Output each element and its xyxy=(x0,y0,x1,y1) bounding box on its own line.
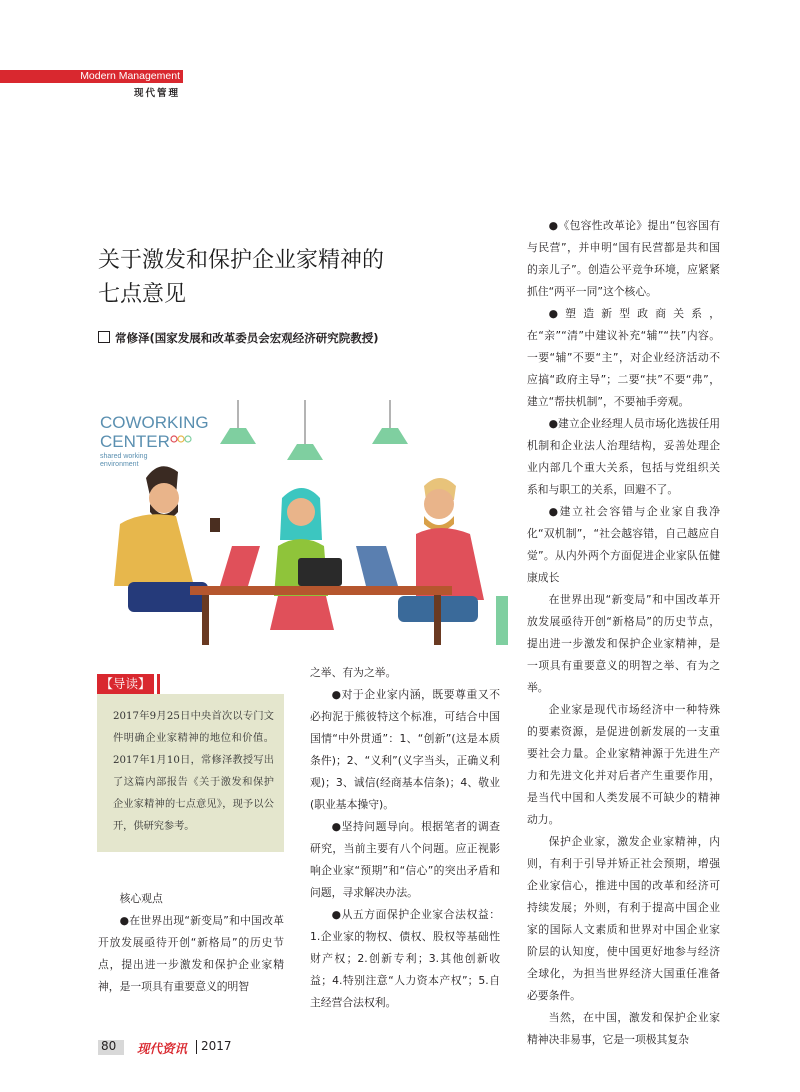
issue-year: 2017 xyxy=(201,1039,232,1053)
col3-paragraph: 企业家是现代市场经济中一种特殊的要素资源，是促进创新发展的一支重要社会力量。企业家精神源于先进生产力和先进文化并对后者产生重要作用，是当代中国和人类发展不可缺少的精神动力。 xyxy=(527,703,720,826)
col3-paragraph: 保护企业家，激发企业家精神，内则，有利于引导并矫正社会预期，增强企业家信心，推进中国的改革和经济可持续发展；外则，有利于提高中国企业家的国际人文素质和世界对中国企业家阶层的认知度，使中国更好地参与经济全球化，为担当世界经济大国重任准备必要条件。 xyxy=(527,835,720,1002)
col2-paragraph: ●坚持问题导向。根据笔者的调查研究，当前主要有八个问题。应正视影响企业家“预期”和“信心”的突出矛盾和问题，寻求解决办法。 xyxy=(310,820,500,899)
lamp-icon xyxy=(372,400,408,444)
author-box-icon xyxy=(98,331,110,343)
page-number: 80 xyxy=(101,1039,117,1053)
section-name-en: Modern Management xyxy=(80,70,180,82)
guide-label: 【导读】 xyxy=(97,674,154,694)
author-text: 常修泽(国家发展和改革委员会宏观经济研究院教授) xyxy=(115,331,379,345)
column-2 xyxy=(310,662,500,1014)
article-title-line1: 关于激发和保护企业家精神的 xyxy=(98,248,385,273)
col3-paragraph: ●建立社会容错与企业家自我净化“双机制”，“社会越容错，自己越应自觉”。从内外两个方面促进企业家队伍健康成长 xyxy=(527,505,720,584)
col3-paragraph: ●建立企业经理人员市场化选拔任用机制和企业法人治理结构，妥善处理企业内部几个重大关系，包括与党组织关系和与职工的关系，回避不了。 xyxy=(527,417,720,496)
laptop-icon xyxy=(356,546,398,586)
col3-paragraph: 在世界出现“新变局”和中国改革开放发展亟待开创“新格局”的历史节点，提出进一步激发和保护企业家精神，是一项具有重要意义的明智之举、有为之举。 xyxy=(527,593,720,694)
guide-text: 2017年9月25日中央首次以专门文件明确企业家精神的地位和价值。2017年1月10日，常修泽教授写出了这篇内部报告《关于激发和保护企业家精神的七点意见》，现予以公开，供研究参考。 xyxy=(113,711,274,832)
col1-paragraph: ●在世界出现“新变局”和中国改革开放发展亟待开创“新格局”的历史节点，提出进一步激发和保护企业家精神，是一项具有重要意义的明智 xyxy=(98,914,284,993)
article-author xyxy=(98,330,418,346)
guide-label-mark xyxy=(157,674,160,694)
article-title-line2: 七点意见 xyxy=(98,282,187,307)
footer-separator xyxy=(196,1040,197,1054)
col1-heading: 核心观点 xyxy=(119,892,163,905)
desk-top xyxy=(190,586,452,595)
col3-paragraph: ●《包容性改革论》提出“包容国有与民营”，并申明“国有民营都是共和国的亲儿子”。创造公平竞争环境，应紧紧抓住“两平一同”这个核心。 xyxy=(527,219,720,298)
sign-line4: environment xyxy=(100,461,139,468)
magazine-name: 现代资讯 xyxy=(137,1041,188,1056)
sign-dot-icon xyxy=(185,436,191,442)
col3-paragraph: 当然，在中国，激发和保护企业家精神决非易事，它是一项极其复杂 xyxy=(527,1011,720,1046)
col3-paragraph: ●塑造新型政商关系，在“亲”“清”中建议补充“辅”“扶”内容。一要“辅”不要“主”，对企业经济活动不应搞“政府主导”；二要“扶”不要“弗”，建立“帮扶机制”，不要袖手旁观。 xyxy=(527,307,720,408)
lamp-icon xyxy=(220,400,256,444)
col2-paragraph: 之举、有为之举。 xyxy=(310,666,397,679)
col2-paragraph: ●从五方面保护企业家合法权益：1.企业家的物权、债权、股权等基础性财产权；2.创新专利；3.其他创新收益；4.特别注意“人力资本产权”；5.自主经营合法权利。 xyxy=(310,908,500,1009)
column-3 xyxy=(527,215,720,1051)
lamp-icon xyxy=(287,400,323,460)
col2-paragraph: ●对于企业家内涵，既要尊重又不必拘泥于熊彼特这个标准，可结合中国国情“中外贯通”：1、“创新”(这是本质条件)；2、“义利”(义字当头，正确义利观)；3、诚信(经商基本信条)；4、敬业(职业基本操守)。 xyxy=(310,688,500,811)
desk-leg xyxy=(202,595,209,645)
laptop-icon xyxy=(220,546,260,586)
article-title xyxy=(98,244,398,312)
laptop-icon xyxy=(298,558,342,586)
coworking-illustration xyxy=(98,400,508,645)
desk-leg xyxy=(434,595,441,645)
column-1 xyxy=(98,888,284,998)
sign-line2: CENTER xyxy=(100,432,170,451)
section-name-cn: 现代管理 xyxy=(133,88,180,99)
sign-dot-icon xyxy=(178,436,184,442)
sign-line1: COWORKING xyxy=(100,413,209,432)
plant-icon xyxy=(496,596,508,645)
sign-dot-icon xyxy=(171,436,177,442)
sign-line3: shared working xyxy=(100,453,148,460)
